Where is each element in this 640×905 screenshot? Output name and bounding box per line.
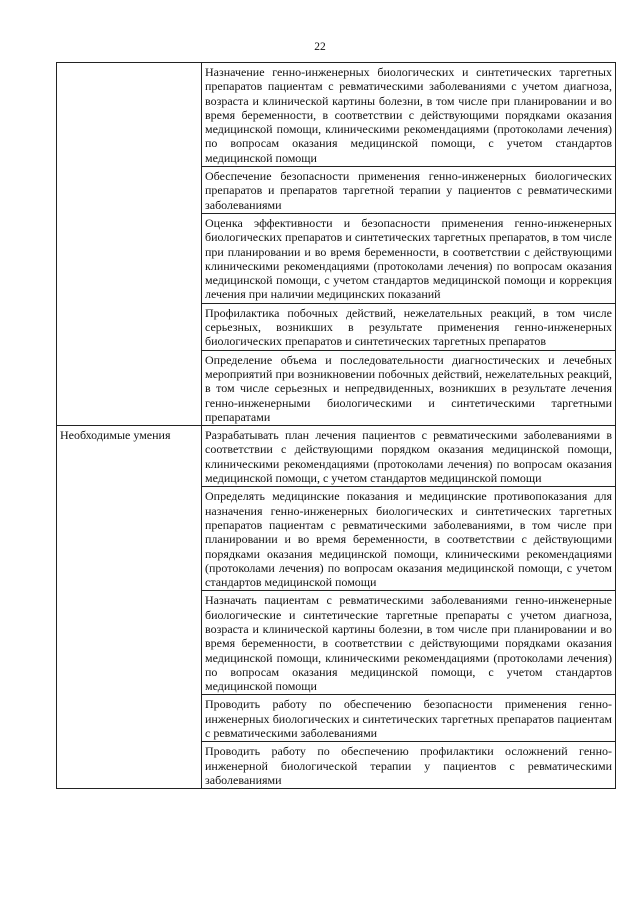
items-cell xyxy=(202,63,616,426)
list-item: Оценка эффективности и безопасности применения генно-инженерных биологических препаратов и синтетических таргетных препаратов, в том числе при планировании и во время беременности, в соответствии с действующими клиническими рекомендациями (протоколами лечения) по вопросам оказания медицинской помощи, с учетом стандартов медицинской помощи и коррекция лечения при наличии медицинских показаний xyxy=(202,214,615,304)
list-item: Обеспечение безопасности применения генно-инженерных биологических препаратов и препаратов таргетной терапии у пациентов с ревматическими заболеваниями xyxy=(202,167,615,214)
list-item: Назначение генно-инженерных биологических и синтетических таргетных препаратов пациентам с ревматическими заболеваниями с учетом диагноза, возраста и клинической картины болезни, в том числе при планировании и во время беременности, в соответствии с действующими порядками оказания медицинской помощи, клиническими рекомендациями (протоколами лечения) по вопросам оказания медицинской помощи, с учетом стандартов медицинской помощи xyxy=(202,63,615,167)
row-label-necessary-skills: Необходимые умения xyxy=(57,426,202,789)
list-item: Разрабатывать план лечения пациентов с ревматическими заболеваниями в соответствии с действующими порядком оказания медицинской помощи, клиническими рекомендациями (протоколами лечения) по вопросам оказания медицинской помощи, с учетом стандартов медицинской помощи xyxy=(202,426,615,487)
list-item: Назначать пациентам с ревматическими заболеваниями генно-инженерные биологические и синтетические таргетные препараты с учетом диагноза, возраста и клинической картины болезни, в том числе при планировании и во время беременности, в соответствии с действующими порядками оказания медицинской помощи, клиническими рекомендациями (протоколами лечения) по вопросам оказания медицинской помощи, с учетом стандартов медицинской помощи xyxy=(202,591,615,695)
page-number: 22 xyxy=(314,41,326,53)
row-label-empty xyxy=(57,63,202,426)
list-item: Проводить работу по обеспечению профилактики осложнений генно-инженерной биологической терапии у пациентов с ревматическими заболеваниями xyxy=(205,744,612,787)
items-cell xyxy=(202,426,616,789)
table-row xyxy=(57,63,616,426)
table-row xyxy=(57,426,616,789)
list-item: Определение объема и последовательности диагностических и лечебных мероприятий при возникновении побочных действий, нежелательных реакций, в том числе серьезных и непредвиденных, возникших в результате лечения генно-инженерными биологическими и синтетическими таргетными препаратами xyxy=(205,352,612,424)
list-item: Определять медицинские показания и медицинские противопоказания для назначения генно-инженерных биологических и синтетических таргетных препаратов пациентам с ревматическими заболеваниями, в том числе при планировании и во время беременности, в соответствии с действующими порядками оказания медицинской помощи, клиническими рекомендациями (протоколами лечения) по вопросам оказания медицинской помощи, с учетом стандартов медицинской помощи xyxy=(202,487,615,591)
list-item: Проводить работу по обеспечению безопасности применения генно-инженерных биологических и синтетических таргетных препаратов пациентам с ревматическими заболеваниями xyxy=(202,695,615,742)
list-item: Профилактика побочных действий, нежелательных реакций, в том числе серьезных, возникших в результате применения генно-инженерных биологических препаратов и синтетических таргетных препаратов xyxy=(202,304,615,351)
requirements-table xyxy=(56,62,616,789)
